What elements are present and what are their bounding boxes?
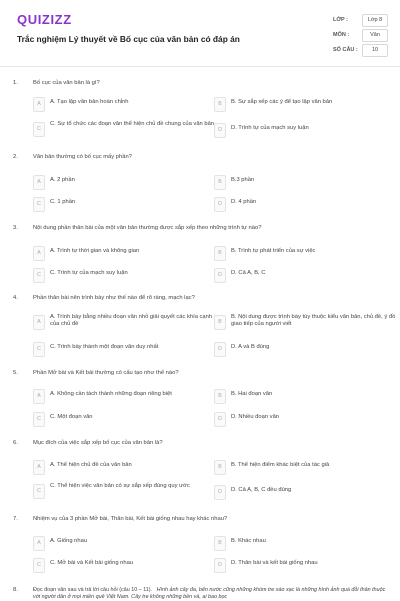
- option-letter: A: [33, 175, 45, 190]
- question-number: 3.: [13, 225, 18, 231]
- option-letter: B: [214, 460, 226, 475]
- option-a[interactable]: [33, 245, 203, 260]
- option-letter: A: [33, 97, 45, 112]
- option-text: C. Sự tổ chức các đoạn văn thể hiện chủ đề chung của văn bản: [50, 121, 215, 127]
- option-text: A. Trình tự thời gian và không gian: [50, 248, 140, 254]
- option-b[interactable]: [214, 174, 384, 189]
- option-d[interactable]: [214, 557, 384, 572]
- meta-label-class: LỚP :: [333, 17, 348, 23]
- option-c[interactable]: [33, 411, 203, 426]
- question-number: 8.: [13, 587, 18, 593]
- question-number: 5.: [13, 370, 18, 376]
- question-text: Phần thân bài nên trình bày như thế nào để rõ ràng, mạch lạc?: [33, 295, 195, 301]
- option-c[interactable]: [33, 196, 203, 211]
- option-text: D. Cả A, B, C: [231, 270, 266, 276]
- option-text: B.3 phần: [231, 177, 255, 183]
- option-d[interactable]: [214, 267, 384, 282]
- option-letter: A: [33, 315, 45, 330]
- option-b[interactable]: [214, 535, 384, 550]
- question-text: Văn bản thường có bố cục mấy phần?: [33, 154, 132, 160]
- option-b[interactable]: [214, 245, 384, 260]
- question-text: Phần Mở bài và Kết bài thường có cấu tạo như thế nào?: [33, 370, 179, 376]
- option-text: D. 4 phần: [231, 199, 257, 205]
- option-letter: A: [33, 246, 45, 261]
- option-c[interactable]: [33, 483, 203, 498]
- option-a[interactable]: [33, 314, 213, 329]
- option-text: D. Nhiều đoạn văn: [231, 414, 280, 420]
- question-text: Nhiệm vụ của 3 phần Mở bài, Thân bài, Kết bài giống nhau hay khác nhau?: [33, 516, 228, 522]
- option-letter: C: [33, 122, 45, 137]
- meta-value-subject: Văn: [362, 29, 388, 42]
- option-text: C. Trình bày thành một đoạn văn duy nhất: [50, 344, 159, 350]
- option-text: A. 2 phần: [50, 177, 75, 183]
- option-letter: A: [33, 536, 45, 551]
- meta-label-count: SỐ CÂU :: [333, 47, 358, 53]
- option-b[interactable]: [214, 388, 384, 403]
- option-text: C. Thể hiện việc văn bản có sự sắp xếp đúng quy ước: [50, 483, 190, 489]
- option-text: A. Tạo lập văn bản hoàn chỉnh: [50, 99, 129, 105]
- question-number: 7.: [13, 516, 18, 522]
- question-text: Nội dung phần thân bài của một văn bản thường được sắp xếp theo những trình tự nào?: [33, 225, 262, 231]
- option-letter: D: [214, 558, 226, 573]
- meta-value-class: Lớp 8: [362, 14, 388, 27]
- option-letter: B: [214, 97, 226, 112]
- option-text: A. Giống nhau: [50, 538, 88, 544]
- option-text: B. Trình tự phát triển của sự việc: [231, 248, 316, 254]
- option-d[interactable]: [214, 122, 384, 137]
- option-text: A. Trình bày bằng nhiều đoạn văn nhỏ giải quyết các khía cạnh của chủ đề: [50, 314, 213, 328]
- option-b[interactable]: [214, 459, 384, 474]
- option-letter: C: [33, 484, 45, 499]
- option-letter: B: [214, 175, 226, 190]
- option-c[interactable]: [33, 557, 203, 572]
- option-letter: D: [214, 342, 226, 357]
- option-c[interactable]: [33, 267, 203, 282]
- option-d[interactable]: [214, 341, 384, 356]
- option-text: D. A và B đúng: [231, 344, 270, 350]
- question-text-plain: Đọc đoạn văn sau và trả lời câu hỏi (câu 10 – 11).: [33, 587, 153, 593]
- option-d[interactable]: [214, 411, 384, 426]
- option-letter: C: [33, 342, 45, 357]
- question-number: 2.: [13, 154, 18, 160]
- option-letter: B: [214, 389, 226, 404]
- option-text: C. Một đoạn văn: [50, 414, 93, 420]
- worksheet-title: Trắc nghiệm Lý thuyết về Bố cục của văn bản có đáp án: [17, 34, 240, 44]
- question-text: [33, 587, 388, 601]
- question-text: Mục đích của việc sắp xếp bố cục của văn bản là?: [33, 440, 163, 446]
- option-letter: C: [33, 558, 45, 573]
- meta-value-count: 10: [362, 44, 388, 57]
- option-text: D. Thân bài và kết bài giống nhau: [231, 560, 318, 566]
- option-letter: C: [33, 268, 45, 283]
- option-text: B. Khác nhau: [231, 538, 266, 544]
- option-c[interactable]: [33, 341, 203, 356]
- option-letter: B: [214, 315, 226, 330]
- option-text: B. Sự sắp xếp các ý để tạo lập văn bản: [231, 99, 333, 105]
- quizizz-logo: QUIZIZZ: [17, 12, 72, 27]
- option-b[interactable]: [214, 96, 384, 111]
- option-letter: D: [214, 197, 226, 212]
- option-letter: C: [33, 197, 45, 212]
- option-letter: D: [214, 268, 226, 283]
- option-a[interactable]: [33, 459, 203, 474]
- option-text: B. Hai đoạn văn: [231, 391, 273, 397]
- question-number: 4.: [13, 295, 18, 301]
- option-text: D. Cả A, B, C đều đúng: [231, 487, 292, 493]
- option-text: B. Nội dung được trình bày tùy thuộc kiểu văn bản, chủ đề, ý đồ giao tiếp của người viết: [231, 314, 396, 328]
- option-letter: B: [214, 536, 226, 551]
- option-text: C. 1 phần: [50, 199, 76, 205]
- option-letter: A: [33, 460, 45, 475]
- option-a[interactable]: [33, 96, 203, 111]
- option-letter: D: [214, 412, 226, 427]
- option-c[interactable]: [33, 121, 215, 136]
- option-d[interactable]: [214, 196, 384, 211]
- option-text: C. Trình tự của mạch suy luận: [50, 270, 128, 276]
- option-text: A. Không cần tách thành những đoạn riêng biệt: [50, 391, 172, 397]
- worksheet-header: [0, 0, 400, 67]
- option-letter: D: [214, 123, 226, 138]
- question-number: 1.: [13, 80, 18, 86]
- option-text: C. Mở bài và Kết bài giống nhau: [50, 560, 134, 566]
- option-text: D. Trình tự của mạch suy luận: [231, 125, 309, 131]
- question-text: Bố cục của văn bản là gì?: [33, 80, 100, 86]
- option-text: B. Thể hiện điểm khác biệt của tác giả: [231, 462, 330, 468]
- option-letter: D: [214, 485, 226, 500]
- meta-label-subject: MÔN :: [333, 32, 350, 38]
- option-letter: B: [214, 246, 226, 261]
- option-letter: C: [33, 412, 45, 427]
- option-b[interactable]: [214, 314, 396, 329]
- option-d[interactable]: [214, 484, 384, 499]
- question-number: 6.: [13, 440, 18, 446]
- option-a[interactable]: [33, 388, 203, 403]
- option-a[interactable]: [33, 174, 203, 189]
- option-a[interactable]: [33, 535, 203, 550]
- option-letter: A: [33, 389, 45, 404]
- option-text: A. Thể hiện chủ đề của văn bản: [50, 462, 132, 468]
- question-passage: Hình ảnh cây đa, bến nước cũng những khóm tre xào xạc là những hình ảnh quá đỗi thân thuộc với người dân ở mọi miền quê Việt Nam. Cây tre không những bền và, ai bao bọc: [33, 587, 386, 600]
